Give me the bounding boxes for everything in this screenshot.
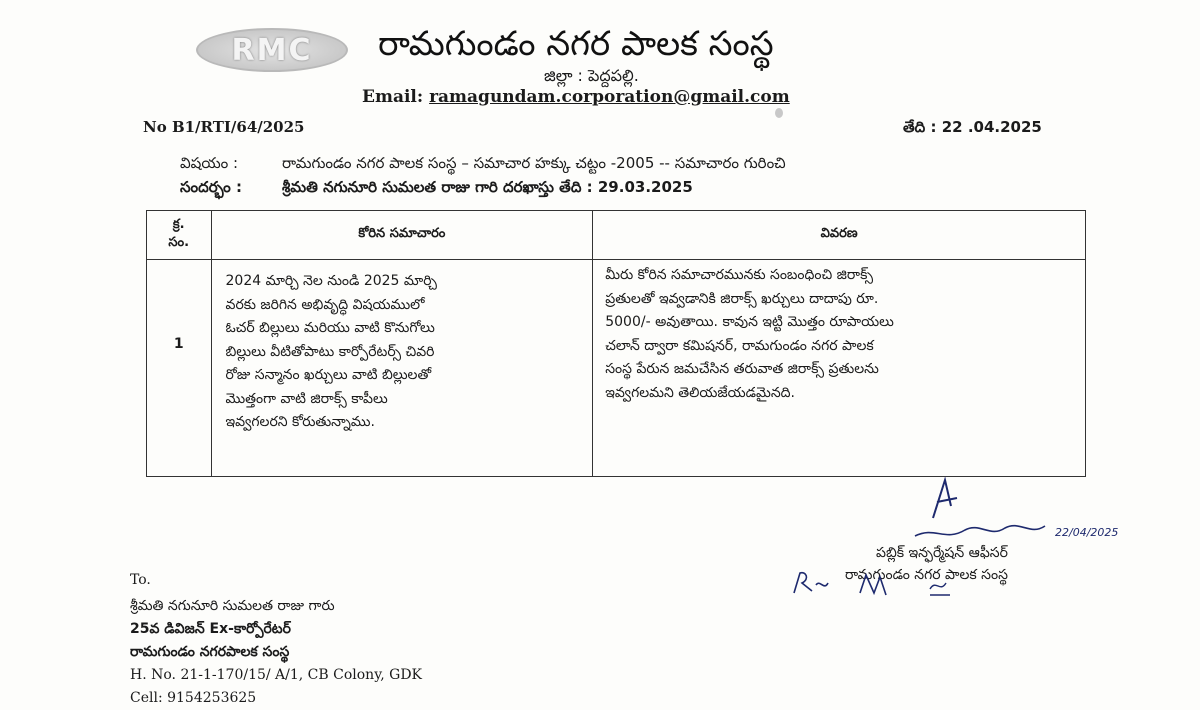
- reference-text: శ్రీమతి నగునూరి సుమలత రాజు గారి దరఖాస్తు తేది : 29.03.2025: [282, 178, 693, 196]
- rmc-logo: [196, 28, 348, 72]
- district-line: జిల్లా : పెద్దపల్లి.: [544, 66, 639, 85]
- row-details: [593, 260, 1086, 477]
- to-label: To.: [130, 572, 151, 588]
- table-row: [147, 260, 1086, 477]
- handwritten-initials: [790, 565, 980, 601]
- date-value: 22 .04.2025: [941, 118, 1042, 136]
- email-link[interactable]: ramagundam.corporation@gmail.com: [429, 87, 790, 107]
- reference-label: సందర్భం :: [180, 178, 242, 196]
- letter-date: [903, 118, 1042, 140]
- sno-header: [147, 211, 212, 260]
- row-details-text: మీరు కోరిన సమాచారమునకు సంబంధించి జిరాక్స్ ప్రతులతో ఇవ్వడానికి జిరాక్స్ ఖర్చులు దాదాపు రూ. 5000/- అవుతాయి. కావున ఇట్టి మొత్తం రూపాయలు చలాన్ ద్వారా కమిషనర్, రామగుండం నగర పాలక సంస్థ పేరున జమచేసిన తరువాత జిరాక్స్ ప్రతులను ఇవ్వగలమని తెలియజేయడమైనది.: [605, 267, 894, 401]
- sno-header-line1: క్ర.: [172, 217, 185, 232]
- reference-line: [180, 178, 693, 200]
- recipient-org: రామగుండం నగరపాలక సంస్థ: [130, 644, 290, 660]
- row-requested-info: [211, 260, 593, 477]
- recipient-address: [130, 595, 422, 710]
- subject-text: రామగుండం నగర పాలక సంస్థ – సమాచార హక్కు చట్టం -2005 -- సమాచారం గురించి: [282, 154, 786, 172]
- recipient-phone: Cell: 9154253625: [130, 690, 257, 706]
- recipient-street-address: H. No. 21-1-170/15/ A/1, CB Colony, GDK: [130, 667, 423, 683]
- organization-title: రామగుండం నగర పాలక సంస్థ: [378, 24, 774, 64]
- officer-org: రామగుండం నగర పాలక సంస్థ: [845, 567, 1008, 583]
- officer-title: పబ్లిక్ ఇన్ఫర్మేషన్ ఆఫీసర్: [876, 545, 1008, 561]
- ink-smudge: [775, 108, 783, 118]
- details-header: [593, 211, 1086, 260]
- signature-date: 22/04/2025: [1055, 526, 1119, 539]
- information-table: [146, 210, 1086, 477]
- table-header-row: [147, 211, 1086, 260]
- logo-text: RMC: [231, 32, 313, 68]
- reference-number: No B1/RTI/64/2025: [143, 118, 305, 136]
- details-header-text: వివరణ: [820, 226, 858, 241]
- handwritten-signature: [905, 476, 1135, 546]
- requested-info-header-text: కోరిన సమాచారం: [358, 226, 446, 241]
- row-sno: 1: [147, 260, 212, 477]
- date-label: తేది :: [903, 118, 937, 136]
- email-label: Email:: [362, 87, 424, 107]
- email-line: [362, 87, 790, 107]
- sno-header-line2: సం.: [168, 235, 190, 250]
- subject-label: విషయం :: [180, 154, 239, 172]
- recipient-name: శ్రీమతి నగునూరి సుమలత రాజు గారు: [130, 598, 335, 614]
- subject-line: [180, 154, 786, 176]
- row-requested-text: 2024 మార్చి నెల నుండి 2025 మార్చి వరకు జరిగిన అభివృద్ధి విషయములో ఓచర్ బిల్లులు మరియు వాటి కొనుగోలు బిల్లులు వీటితోపాటు కార్పోరేటర్స్ చివరి రోజు సన్మానం ఖర్చులు వాటి బిల్లులతో మొత్తంగా వాటి జిరాక్స్ కాపీలు ఇవ్వగలరని కోరుతున్నాము.: [225, 273, 437, 430]
- requested-info-header: [211, 211, 593, 260]
- recipient-designation: 25వ డివిజన్ Ex-కార్పోరేటర్: [130, 621, 291, 637]
